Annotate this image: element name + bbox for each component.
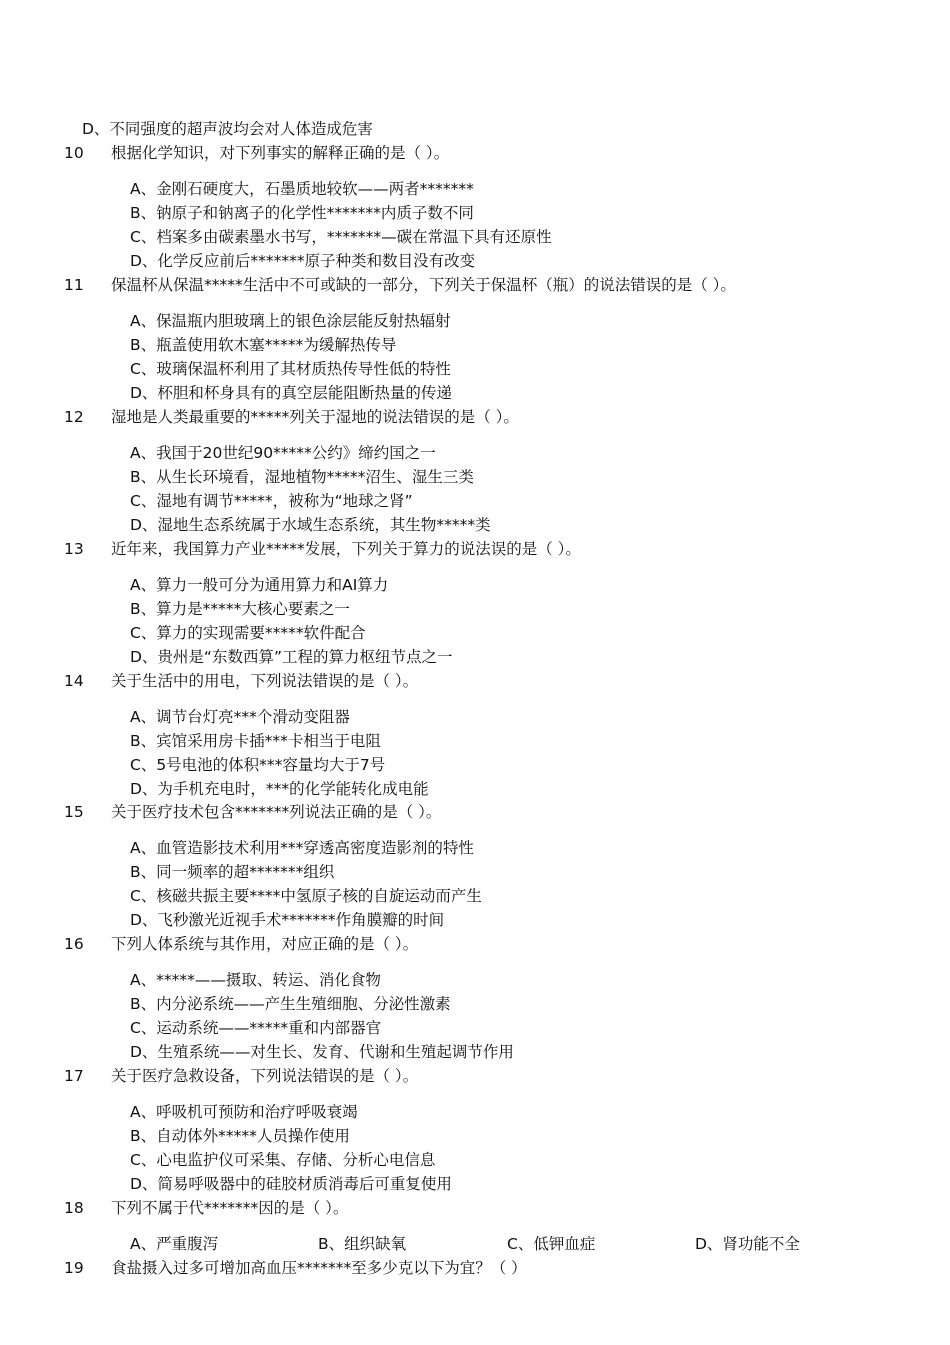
question-stem: 保温杯从保温*****生活中不可或缺的一部分，下列关于保温杯（瓶）的说法错误的是（ ）。 — [111, 276, 736, 294]
question-number: 16 — [64, 935, 84, 953]
option: B、从生长环境看，湿地植物*****沼生、湿生三类 — [130, 468, 474, 486]
question-stem: 食盐摄入过多可增加高血压*******至多少克以下为宜？（ ） — [111, 1259, 527, 1277]
question-number: 17 — [64, 1067, 84, 1085]
option: C、湿地有调节*****，被称为“地球之肾” — [130, 492, 413, 510]
question-stem: 关于医疗技术包含*******列说法正确的是（ ）。 — [111, 803, 442, 821]
question-number: 12 — [64, 408, 84, 426]
option: A、金刚石硬度大，石墨质地较软——两者******* — [130, 180, 474, 198]
option: A、保温瓶内胆玻璃上的银色涂层能反射热辐射 — [130, 312, 451, 330]
option: A、调节台灯亮***个滑动变阻器 — [130, 708, 350, 726]
option: A、*****——摄取、转运、消化食物 — [130, 971, 381, 989]
question-stem: 下列不属于代*******因的是（ ）。 — [111, 1199, 349, 1217]
question-number: 15 — [64, 803, 84, 821]
option: C、玻璃保温杯利用了其材质热传导性低的特性 — [130, 360, 451, 378]
question-number: 18 — [64, 1199, 84, 1217]
option: D、为手机充电时，***的化学能转化成电能 — [130, 780, 429, 798]
question-stem: 湿地是人类最重要的*****列关于湿地的说法错误的是（ ）。 — [111, 408, 519, 426]
option: D、简易呼吸器中的硅胶材质消毒后可重复使用 — [130, 1175, 452, 1193]
option: B、宾馆采用房卡插***卡相当于电阻 — [130, 732, 381, 750]
option: D、贵州是“东数西算”工程的算力枢纽节点之一 — [130, 648, 453, 666]
option: C、5号电池的体积***容量均大于7号 — [130, 756, 386, 774]
option: A、我国于20世纪90*****公约》缔约国之一 — [130, 444, 436, 462]
option: C、运动系统——*****重和内部器官 — [130, 1019, 382, 1037]
option: B、自动体外*****人员操作使用 — [130, 1127, 350, 1145]
option: B、内分泌系统——产生生殖细胞、分泌性激素 — [130, 995, 451, 1013]
option: D、杯胆和杯身具有的真空层能阻断热量的传递 — [130, 384, 452, 402]
option: D、肾功能不全 — [695, 1235, 800, 1253]
option: C、核磁共振主要****中氢原子核的自旋运动而产生 — [130, 887, 482, 905]
option: D、生殖系统——对生长、发育、代谢和生殖起调节作用 — [130, 1043, 514, 1061]
option: C、算力的实现需要*****软件配合 — [130, 624, 366, 642]
option: D、飞秒激光近视手术*******作角膜瓣的时间 — [130, 911, 445, 929]
question-number: 14 — [64, 672, 84, 690]
option: A、呼吸机可预防和治疗呼吸衰竭 — [130, 1103, 358, 1121]
question-number: 13 — [64, 540, 84, 558]
question-stem: 关于医疗急救设备，下列说法错误的是（ ）。 — [111, 1067, 419, 1085]
question-stem: 关于生活中的用电，下列说法错误的是（ ）。 — [111, 672, 419, 690]
question-stem: 根据化学知识，对下列事实的解释正确的是（ ）。 — [111, 144, 450, 162]
lead-option: D、不同强度的超声波均会对人体造成危害 — [82, 120, 373, 138]
option: B、瓶盖使用软木塞*****为缓解热传导 — [130, 336, 397, 354]
option: C、低钾血症 — [507, 1235, 596, 1253]
option: C、档案多由碳素墨水书写，*******—碳在常温下具有还原性 — [130, 228, 552, 246]
option: A、严重腹泻 — [130, 1235, 219, 1253]
option: C、心电监护仪可采集、存储、分析心电信息 — [130, 1151, 436, 1169]
option: B、组织缺氧 — [318, 1235, 407, 1253]
question-stem: 下列人体系统与其作用，对应正确的是（ ）。 — [111, 935, 419, 953]
option: A、血管造影技术利用***穿透高密度造影剂的特性 — [130, 839, 474, 857]
option: B、算力是*****大核心要素之一 — [130, 600, 350, 618]
option: A、算力一般可分为通用算力和AI算力 — [130, 576, 389, 594]
question-number: 10 — [64, 144, 84, 162]
question-stem: 近年来，我国算力产业*****发展，下列关于算力的说法误的是（ ）。 — [111, 540, 581, 558]
question-number: 11 — [64, 276, 84, 294]
option: D、化学反应前后*******原子种类和数目没有改变 — [130, 252, 476, 270]
option: B、钠原子和钠离子的化学性*******内质子数不同 — [130, 204, 474, 222]
option: B、同一频率的超*******组织 — [130, 863, 335, 881]
option: D、湿地生态系统属于水域生态系统，其生物*****类 — [130, 516, 491, 534]
question-number: 19 — [64, 1259, 84, 1277]
